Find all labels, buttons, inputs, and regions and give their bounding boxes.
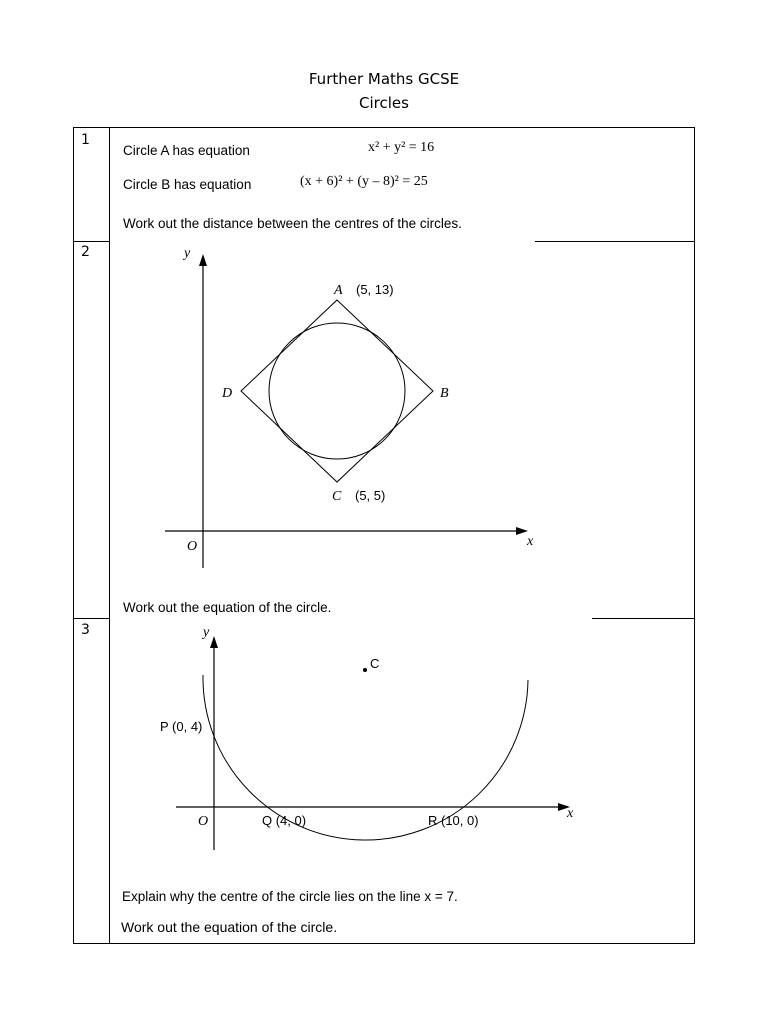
question-3-prompt-1: Explain why the centre of the circle lies on the line x = 7. [122,889,458,904]
origin-label: O [198,814,209,829]
circle-b-equation: (x + 6)² + (y – 8)² = 25 [300,174,428,189]
document-title: Further Maths GCSE [308,70,460,88]
point-q-label: Q (4, 0) [262,813,307,828]
circle-a-equation: x² + y² = 16 [368,140,435,155]
vertex-c-coordinates: (5, 5) [355,488,386,503]
y-axis-label: y [184,246,191,261]
centre-point [363,668,367,672]
question-number: 2 [81,244,90,260]
question-number: 1 [81,132,90,148]
circle-b-label: Circle B has equation [123,177,252,192]
vertex-c-label: C [332,489,342,504]
vertex-a-coordinates: (5, 13) [356,282,394,297]
vertex-d-label: D [222,386,233,401]
circle-arc [203,675,528,840]
vertex-b-label: B [440,386,449,401]
vertex-a-label: A [334,283,343,298]
origin-label: O [187,539,198,554]
point-r-label: R (10, 0) [428,813,479,828]
y-axis-label: y [203,625,210,640]
x-axis-label: x [527,534,534,549]
document-subtitle: Circles [359,94,409,112]
x-axis-label: x [567,806,574,821]
centre-label: C [370,656,380,671]
question-number: 3 [81,622,90,638]
circle-a-label: Circle A has equation [123,143,250,158]
point-p-label: P (0, 4) [160,719,203,734]
question-2-prompt: Work out the equation of the circle. [123,600,332,615]
y-axis-arrow [210,636,218,648]
question-1-prompt: Work out the distance between the centres of the circles. [123,216,462,231]
question-3-prompt-2: Work out the equation of the circle. [121,919,338,935]
